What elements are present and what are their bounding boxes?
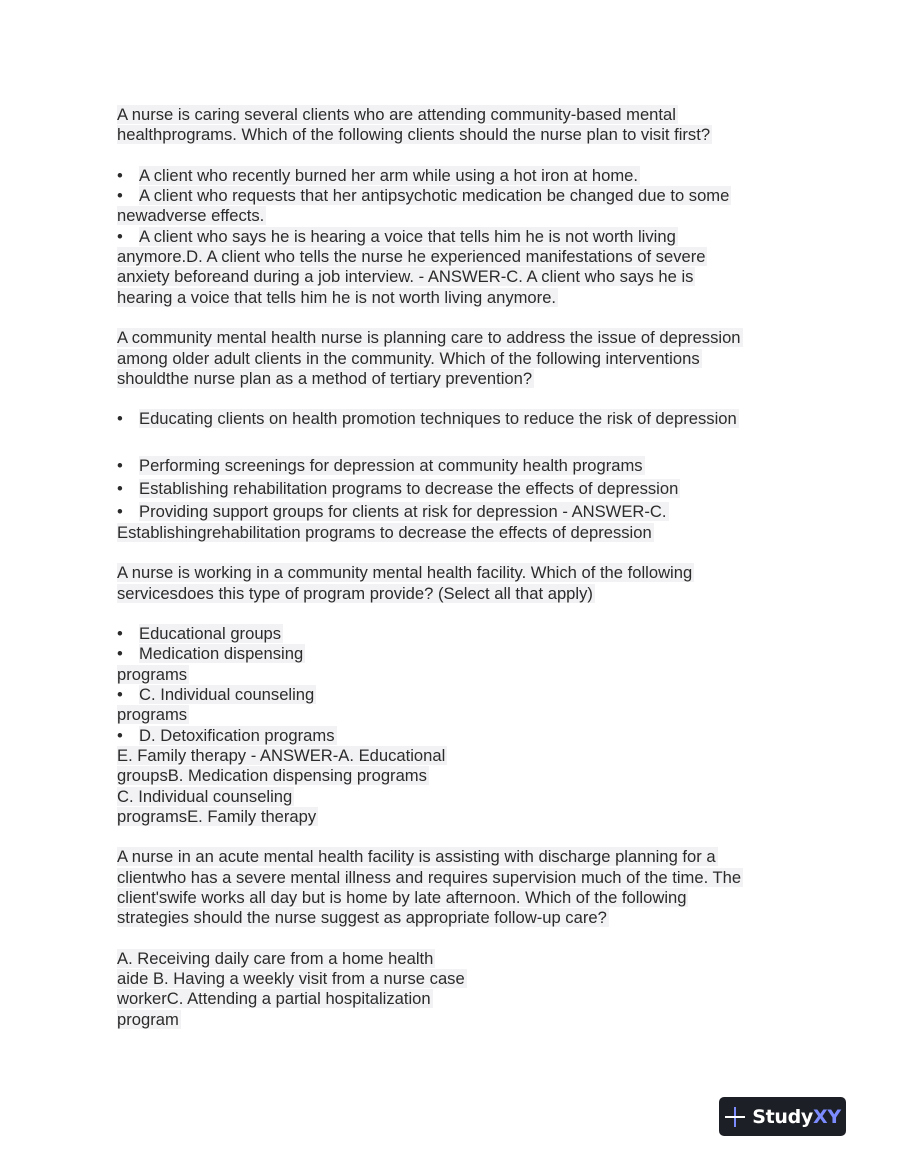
plus-icon: [724, 1106, 746, 1128]
question-block: [117, 105, 807, 308]
answer-line: groupsB. Medication dispensing programs: [117, 766, 427, 786]
question-block: [117, 563, 807, 827]
question-text: healthprograms. Which of the following clients should the nurse plan to visit first?: [117, 125, 711, 145]
option-line: A. Receiving daily care from a home health: [117, 948, 434, 968]
question-text: A nurse is caring several clients who are attending community-based mental: [117, 105, 676, 124]
option-line: • Performing screenings for depression at community health programs: [117, 455, 643, 475]
question-text: servicesdoes this type of program provide? (Select all that apply): [117, 583, 593, 603]
question-text: A community mental health nurse is planning care to address the issue of depression: [117, 328, 741, 348]
question-text: clientwho has a severe mental illness and requires supervision much of the time. The: [117, 867, 742, 887]
option-line: • Educational groups: [117, 624, 282, 644]
question-text: among older adult clients in the community. Which of the following interventions: [117, 348, 700, 368]
question-text: strategies should the nurse suggest as appropriate follow-up care?: [117, 908, 607, 928]
option-line: • Establishing rehabilitation programs to decrease the effects of depression: [117, 479, 679, 499]
studyxy-logo[interactable]: [719, 1097, 846, 1136]
question-block: [117, 847, 807, 1030]
answer-line: E. Family therapy - ANSWER-A. Educational: [117, 745, 446, 765]
question-text: shouldthe nurse plan as a method of tertiary prevention?: [117, 368, 533, 388]
answer-line: C. Individual counseling: [117, 786, 293, 806]
option-line: programs: [117, 705, 188, 725]
option-line: anymore.D. A client who tells the nurse he experienced manifestations of severe: [117, 247, 706, 267]
option-line: • Medication dispensing: [117, 644, 304, 664]
option-line: newadverse effects.: [117, 206, 265, 226]
option-line: workerC. Attending a partial hospitalization: [117, 989, 431, 1009]
option-line: • A client who says he is hearing a voice that tells him he is not worth living: [117, 226, 676, 246]
question-text: client'swife works all day but is home by late afternoon. Which of the following: [117, 887, 687, 907]
option-line: programs: [117, 664, 188, 684]
question-block: [117, 328, 807, 543]
option-line: • A client who requests that her antipsychotic medication be changed due to some: [117, 186, 730, 206]
option-line: aide B. Having a weekly visit from a nurse case: [117, 969, 465, 989]
question-text: A nurse is working in a community mental health facility. Which of the following: [117, 563, 693, 583]
option-line: • C. Individual counseling: [117, 685, 315, 705]
option-line: • A client who recently burned her arm while using a hot iron at home.: [117, 165, 639, 185]
option-line: • Educating clients on health promotion techniques to reduce the risk of depression: [117, 409, 737, 429]
answer-line: anxiety beforeand during a job interview. - ANSWER-C. A client who says he is: [117, 267, 694, 287]
document-page: [117, 105, 807, 1030]
brand-name: StudyXY: [752, 1105, 841, 1128]
option-line: • D. Detoxification programs: [117, 725, 335, 745]
answer-line: programsE. Family therapy: [117, 806, 317, 826]
answer-line: hearing a voice that tells him he is not worth living anymore.: [117, 287, 557, 307]
question-text: A nurse in an acute mental health facility is assisting with discharge planning for a: [117, 847, 716, 867]
option-line: program: [117, 1009, 179, 1029]
option-line: • Providing support groups for clients at risk for depression - ANSWER-C.: [117, 502, 667, 522]
answer-line: Establishingrehabilitation programs to decrease the effects of depression: [117, 522, 652, 542]
